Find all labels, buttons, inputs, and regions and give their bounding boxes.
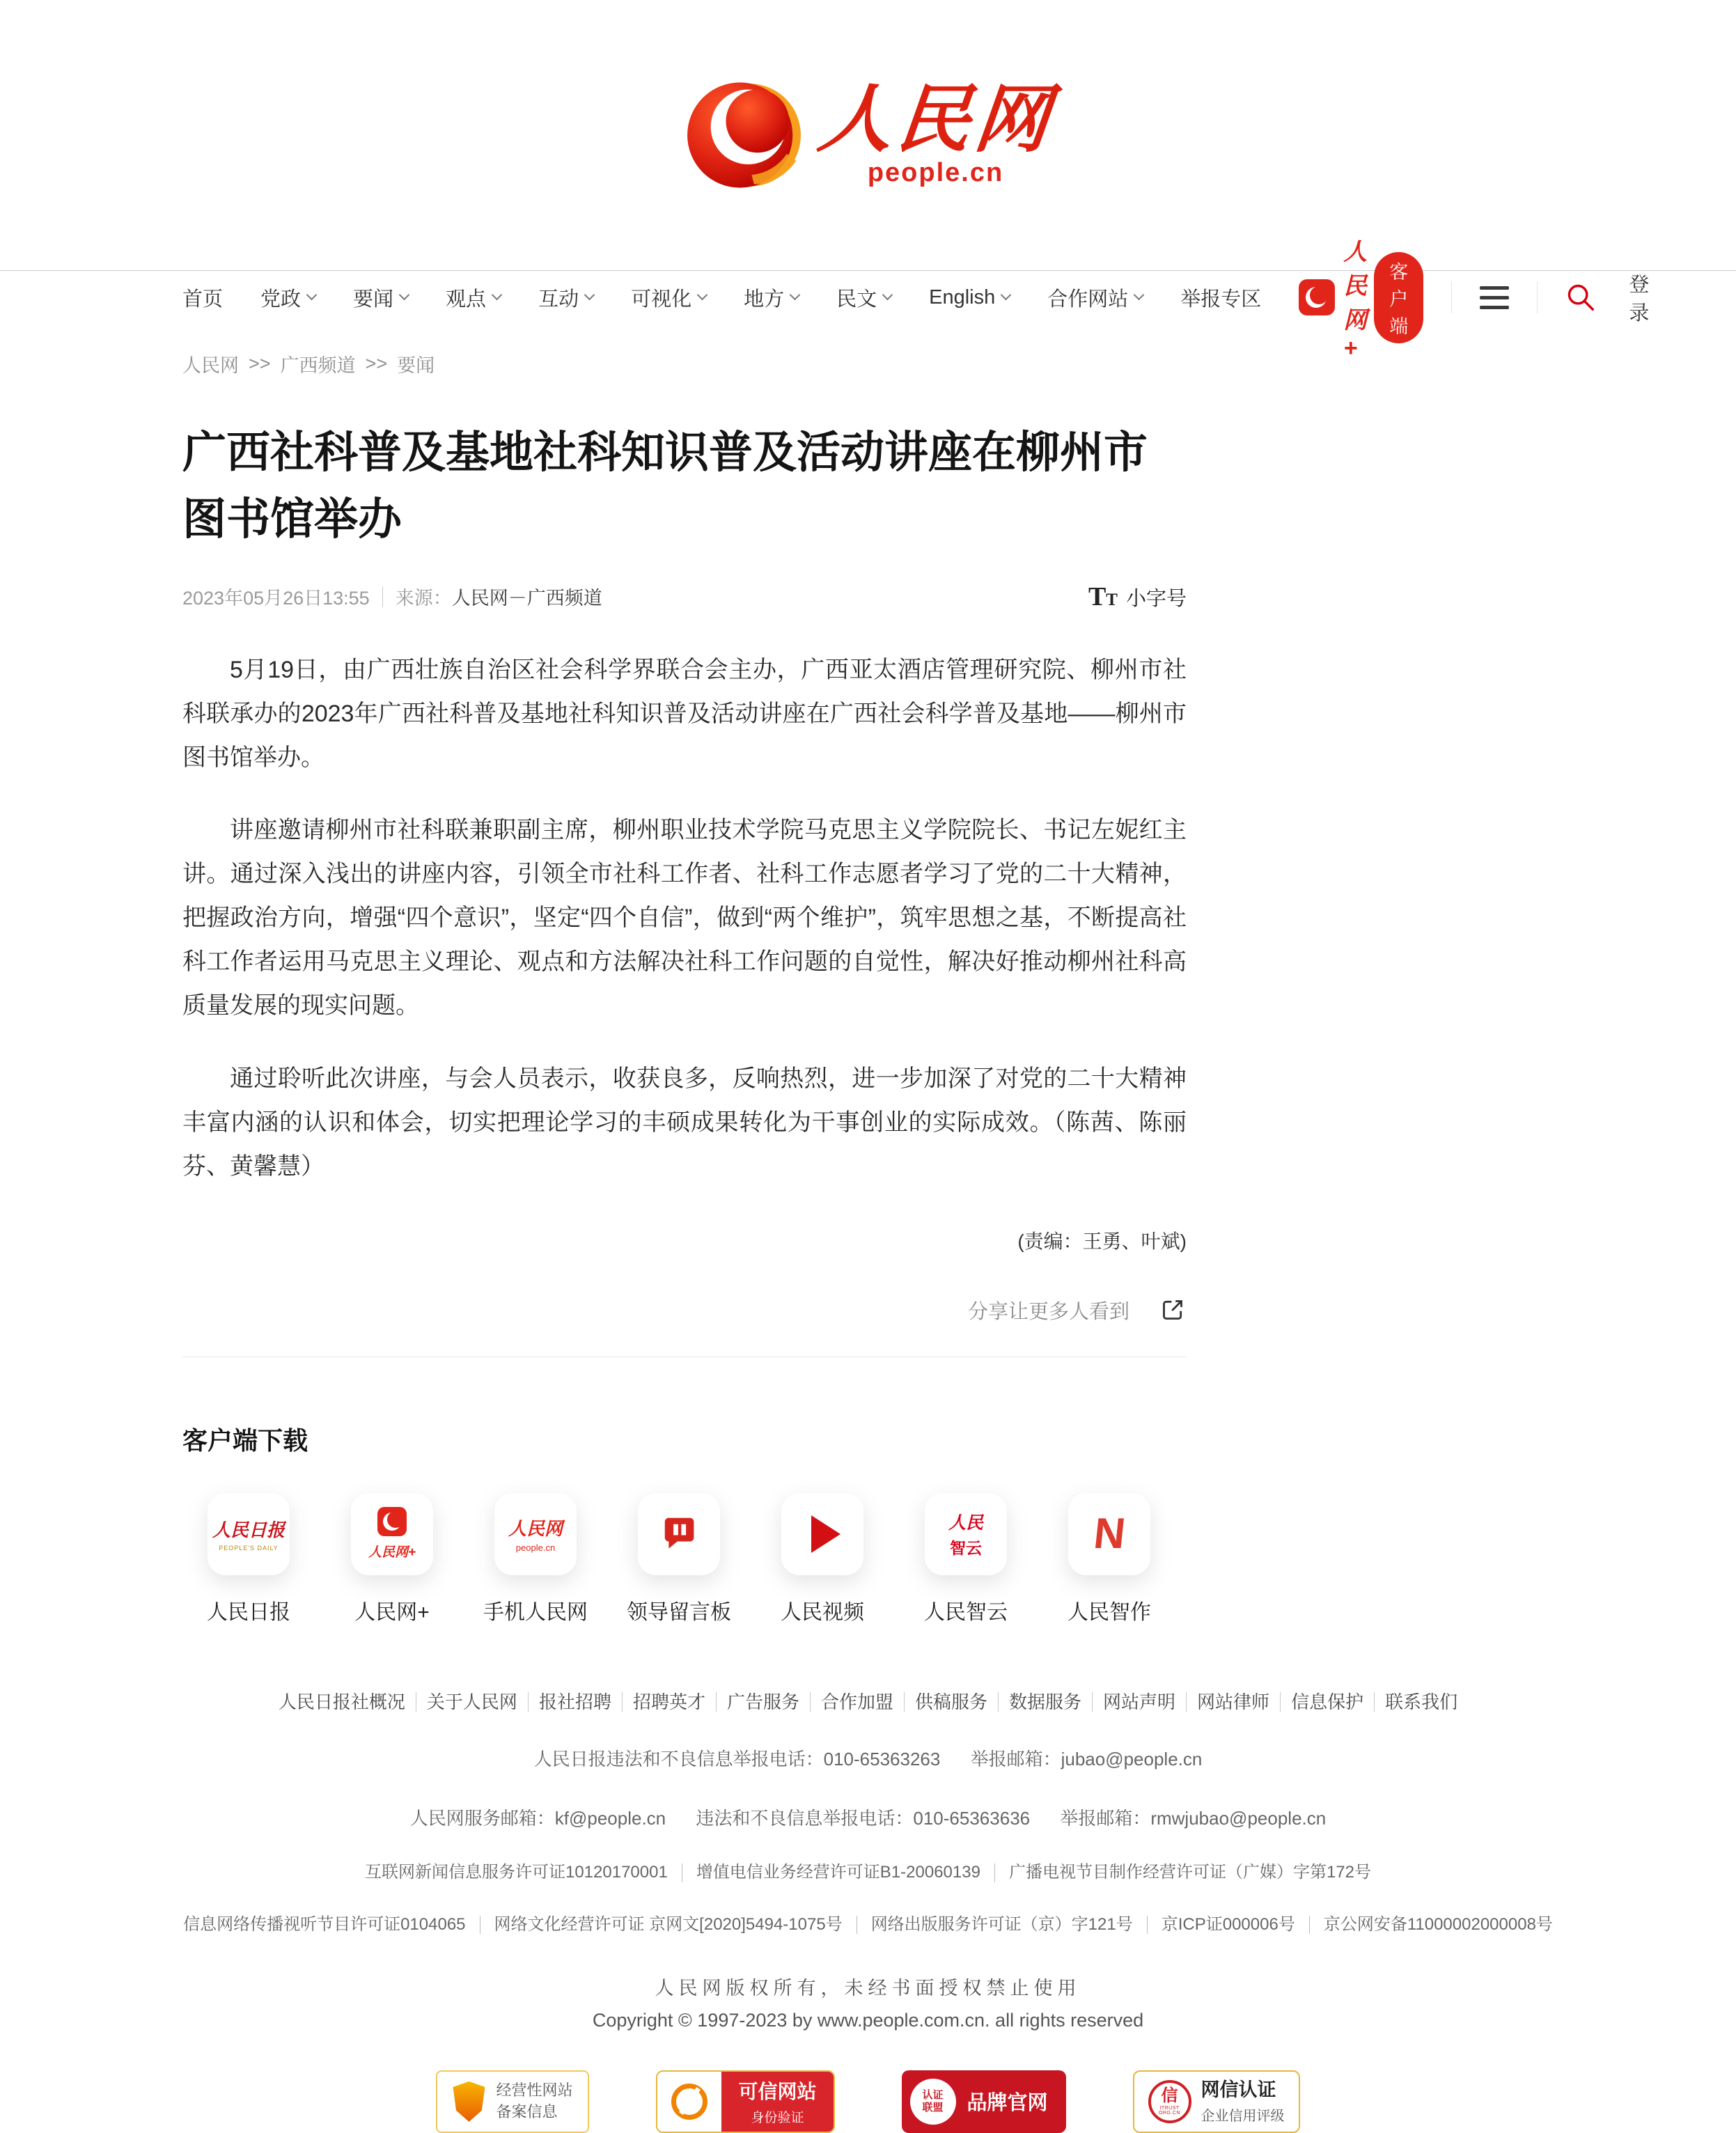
- chevron-down-icon: [1134, 289, 1145, 300]
- app-people-daily[interactable]: [182, 1493, 315, 1625]
- app-label: 领导留言板: [627, 1600, 731, 1624]
- footer-link-privacy[interactable]: 信息保护: [1281, 1692, 1375, 1712]
- license-item: 广播电视节目制作经营许可证（广媒）字第172号: [1008, 1863, 1371, 1882]
- chevron-down-icon: [882, 289, 893, 300]
- nav-item-label: 可视化: [631, 288, 692, 311]
- app-mobile-peoplecn[interactable]: [469, 1493, 602, 1625]
- mobile-peoplecn-logo-text: 人民网: [508, 1518, 563, 1540]
- font-size-label: 小字号: [1125, 587, 1187, 610]
- app-label: 人民视频: [781, 1600, 864, 1624]
- report-email: 举报邮箱：jubao@people.cn: [970, 1749, 1203, 1770]
- peoplecn-plus-app-icon: [1299, 279, 1335, 315]
- article-paragraph: 5月19日，由广西壮族自治区社会科学界联合会主办，广西亚太酒店管理研究院、柳州市社科联承办的2023年广西社科普及基地社科知识普及活动讲座在广西社会科学普及基地——柳州市图书馆举办。: [182, 656, 1187, 771]
- menu-icon[interactable]: [1480, 286, 1509, 309]
- apps-section-title: 客户端下载: [182, 1425, 308, 1455]
- footer-link-ads[interactable]: 广告服务: [717, 1692, 811, 1712]
- app-label: 人民网+: [354, 1600, 430, 1624]
- nav-item-party-gov[interactable]: [260, 283, 315, 312]
- people-daily-app-icon: [208, 1493, 290, 1575]
- footer-links: [0, 1692, 1736, 1712]
- certification-badges: [0, 2070, 1736, 2133]
- service-email: 人民网服务邮箱：kf@people.cn: [409, 1808, 666, 1829]
- font-size-big-t: T: [1088, 581, 1106, 611]
- peoplecn-plus-logo-text: 人民网+: [368, 1545, 416, 1561]
- site-footer: [0, 1692, 1736, 2133]
- cert-trusted-website-badge[interactable]: [656, 2070, 834, 2133]
- play-icon: [811, 1515, 840, 1553]
- app-label: 手机人民网: [483, 1600, 588, 1624]
- chevron-down-icon: [1001, 289, 1012, 300]
- footer-link-statement[interactable]: 网站声明: [1093, 1692, 1187, 1712]
- font-size-control[interactable]: [1088, 581, 1187, 612]
- speech-bubble-icon: [660, 1513, 698, 1554]
- nav-item-label: 合作网站: [1047, 288, 1129, 311]
- nav-item-local[interactable]: [744, 283, 799, 312]
- nav-item-top-news[interactable]: [353, 283, 408, 312]
- seal-ring-text: ITRUST ORG.CN: [1159, 2105, 1181, 2116]
- nav-item-opinion[interactable]: [446, 283, 501, 312]
- itrust-seal-icon: [1148, 2080, 1191, 2123]
- nav-item-interaction[interactable]: [538, 283, 593, 312]
- site-logo[interactable]: [684, 77, 1057, 194]
- breadcrumb-home[interactable]: 人民网: [182, 355, 239, 376]
- logo-en-text: people.cn: [867, 157, 1004, 187]
- footer-link-cooperation[interactable]: 合作加盟: [811, 1692, 905, 1712]
- chevron-down-icon: [492, 289, 503, 300]
- copyright-en: Copyright © 1997-2023 by www.people.com.cn. all rights reserved: [592, 2009, 1144, 2031]
- footer-link-talent[interactable]: 招聘英才: [623, 1692, 717, 1712]
- peoplecn-logo-icon: [684, 77, 801, 194]
- license-item: 网络出版服务许可证（京）字121号: [857, 1916, 1148, 1934]
- cert-line: 经营性网站: [496, 2081, 573, 2100]
- article-meta: [182, 581, 1187, 612]
- site-header: [0, 0, 1736, 270]
- chevron-down-icon: [697, 289, 708, 300]
- app-label: 人民智作: [1068, 1600, 1151, 1624]
- mobile-peoplecn-app-icon: [494, 1493, 577, 1575]
- breadcrumb-channel[interactable]: 广西频道: [280, 355, 356, 376]
- article-paragraph: 讲座邀请柳州市社科联兼职副主席，柳州职业技术学院马克思主义学院院长、书记左妮红主讲。通过深入浅出的讲座内容，引领全市社科工作者、社科工作志愿者学习了党的二十大精神，把握政治方向，增强“四个意识”，坚定“四个自信”，做到“两个维护”，筑牢思想之基，不断提高社科工作者运用马克思主义理论、观点和方法解决社科工作问题的自觉性，解决好推动柳州社科高质量发展的现实问题。: [182, 817, 1187, 1019]
- people-zhiyun-app-icon: [925, 1493, 1007, 1575]
- license-item: 网络文化经营许可证 京网文[2020]5494-1075号: [480, 1916, 857, 1934]
- nav-item-label: 首页: [182, 288, 224, 311]
- nav-item-partner-sites[interactable]: [1047, 283, 1143, 312]
- cert-text: [496, 2080, 572, 2123]
- app-leader-message-board[interactable]: [613, 1493, 745, 1625]
- certification-alliance-seal-icon: [910, 2079, 956, 2125]
- chevron-down-icon: [790, 289, 801, 300]
- nav-item-visualization[interactable]: [631, 283, 706, 312]
- nav-item-label: 党政: [260, 288, 302, 311]
- app-badge-brand: 人民网+: [1343, 239, 1368, 361]
- nav-item-label: 民文: [836, 288, 877, 311]
- nav-item-label: 举报专区: [1180, 288, 1262, 311]
- logo-text: [814, 78, 1057, 188]
- cert-line: 品牌官网: [967, 2092, 1048, 2115]
- cert-line: 可信网站: [738, 2081, 817, 2103]
- nav-divider: [1451, 281, 1452, 313]
- zhizuo-logo-text: N: [1091, 1509, 1128, 1558]
- meta-divider: [382, 586, 383, 607]
- nav-item-report-zone[interactable]: [1180, 283, 1261, 312]
- breadcrumb-separator: >>: [365, 353, 388, 374]
- cert-text: [721, 2070, 833, 2133]
- report-phone: 人民日报违法和不良信息举报电话：010-65363263: [533, 1749, 941, 1770]
- article-container: [182, 419, 1187, 1625]
- breadcrumb-separator: >>: [249, 353, 271, 374]
- nav-item-label: 要闻: [353, 288, 394, 311]
- cert-line: 备案信息: [496, 2102, 558, 2120]
- cert-line: 身份验证: [751, 2111, 804, 2126]
- license-item: 增值电信业务经营许可证B1-20060139: [682, 1864, 995, 1882]
- report-email: 举报邮箱：rmwjubao@people.cn: [1060, 1808, 1327, 1829]
- app-people-zhizuo[interactable]: [1043, 1493, 1175, 1625]
- cert-line: 企业信用评级: [1201, 2108, 1285, 2124]
- chevron-down-icon: [584, 289, 595, 300]
- peoplecn-plus-logo-icon: [377, 1507, 407, 1536]
- footer-link-jobs[interactable]: 报社招聘: [529, 1692, 623, 1712]
- chevron-down-icon: [399, 289, 410, 300]
- footer-link-contribution[interactable]: 供稿服务: [905, 1692, 999, 1712]
- app-peoplecn-plus[interactable]: [326, 1493, 458, 1625]
- share-row: [182, 1296, 1187, 1325]
- nav-divider: [1537, 281, 1538, 313]
- people-video-app-icon: [781, 1493, 863, 1575]
- nav-item-label: 互动: [538, 288, 579, 311]
- people-zhizuo-app-icon: [1068, 1493, 1150, 1575]
- editor-credit: (责编：王勇、叶斌): [1017, 1230, 1187, 1252]
- cert-line: 网信认证: [1201, 2079, 1276, 2101]
- main-nav: [0, 239, 1736, 361]
- cert-commercial-website-badge[interactable]: [436, 2070, 589, 2133]
- message-board-app-icon: [638, 1493, 720, 1575]
- nav-item-home[interactable]: [182, 283, 223, 312]
- login-button[interactable]: 登录: [1629, 274, 1650, 325]
- source-link[interactable]: 人民网－广西频道: [451, 588, 602, 609]
- app-people-video[interactable]: [756, 1493, 889, 1625]
- mobile-peoplecn-logo-subtext: people.cn: [515, 1542, 556, 1554]
- license-item: 信息网络传播视听节目许可证0104065: [169, 1916, 480, 1934]
- seal-text: 认证联盟: [922, 2088, 944, 2114]
- app-label: 人民日报: [207, 1600, 290, 1624]
- footer-report-line-paper: [0, 1745, 1736, 1771]
- footer-license-row-2: [0, 1916, 1736, 1934]
- page-title: 广西社科普及基地社科知识普及活动讲座在柳州市图书馆举办: [182, 428, 1148, 545]
- external-link-icon[interactable]: [1159, 1296, 1187, 1324]
- footer-license-row-1: [0, 1864, 1736, 1882]
- footer-link-about[interactable]: 关于人民网: [416, 1692, 529, 1712]
- report-phone: 违法和不良信息举报电话：010-65363636: [696, 1808, 1031, 1829]
- article-paragraph: 通过聆听此次讲座，与会人员表示，收获良多，反响热烈，进一步加深了对党的二十大精神丰富内涵的认识和体会，切实把理论学习的丰硕成果转化为干事创业的实际成效。（陈茜、陈丽芬、黄馨慧）: [182, 1065, 1187, 1180]
- peoplecn-plus-app-icon: [351, 1493, 433, 1575]
- footer-link-contact[interactable]: 联系我们: [1385, 1691, 1458, 1712]
- seal-text: 信: [1161, 2086, 1178, 2105]
- publish-datetime: 2023年05月26日13:55: [182, 588, 370, 609]
- license-item: 互联网新闻信息服务许可证10120170001: [351, 1864, 682, 1882]
- logo-cn-text: 人民网: [814, 78, 1057, 161]
- search-icon[interactable]: [1565, 281, 1597, 313]
- swirl-icon: [657, 2072, 721, 2132]
- nav-item-label: 观点: [446, 288, 487, 311]
- peoplecn-plus-app-badge[interactable]: [1299, 233, 1423, 362]
- share-label: 分享让更多人看到: [967, 1300, 1129, 1323]
- nav-item-english[interactable]: [929, 286, 1010, 309]
- people-daily-logo-text: 人民日报: [212, 1519, 285, 1541]
- app-badge-tag: 客户端: [1374, 252, 1423, 343]
- cert-text: [1201, 2077, 1285, 2126]
- footer-link-paper-profile[interactable]: 人民日报社概况: [268, 1692, 416, 1712]
- nav-item-label: 地方: [744, 288, 785, 311]
- app-label: 人民智云: [924, 1600, 1008, 1624]
- cert-brand-official-badge[interactable]: [902, 2070, 1066, 2133]
- font-size-small-t: T: [1106, 590, 1118, 609]
- source-label: 来源：: [395, 588, 452, 609]
- people-daily-logo-subtext: PEOPLE'S DAILY: [219, 1545, 279, 1552]
- nav-item-minority-language[interactable]: [836, 283, 891, 312]
- copyright-cn: 人民网版权所有，未经书面授权禁止使用: [655, 1977, 1081, 1999]
- nav-item-label: English: [929, 286, 996, 308]
- license-item: 京公网安备11000002000008号: [1323, 1914, 1553, 1934]
- zhiyun-logo-subtext: 智云: [950, 1539, 982, 1558]
- shield-icon: [453, 2081, 485, 2122]
- chevron-down-icon: [306, 289, 318, 300]
- footer-link-data-service[interactable]: 数据服务: [999, 1692, 1093, 1712]
- apps-row: [182, 1493, 1187, 1625]
- breadcrumb-current: 要闻: [397, 355, 435, 376]
- zhiyun-logo-text: 人民: [948, 1513, 983, 1533]
- app-people-zhiyun[interactable]: [900, 1493, 1032, 1625]
- footer-report-line-web: [0, 1804, 1736, 1830]
- footer-link-lawyer[interactable]: 网站律师: [1187, 1692, 1281, 1712]
- cert-cyber-trust-badge[interactable]: [1133, 2070, 1300, 2133]
- license-item: 京ICP证000006号: [1148, 1916, 1310, 1934]
